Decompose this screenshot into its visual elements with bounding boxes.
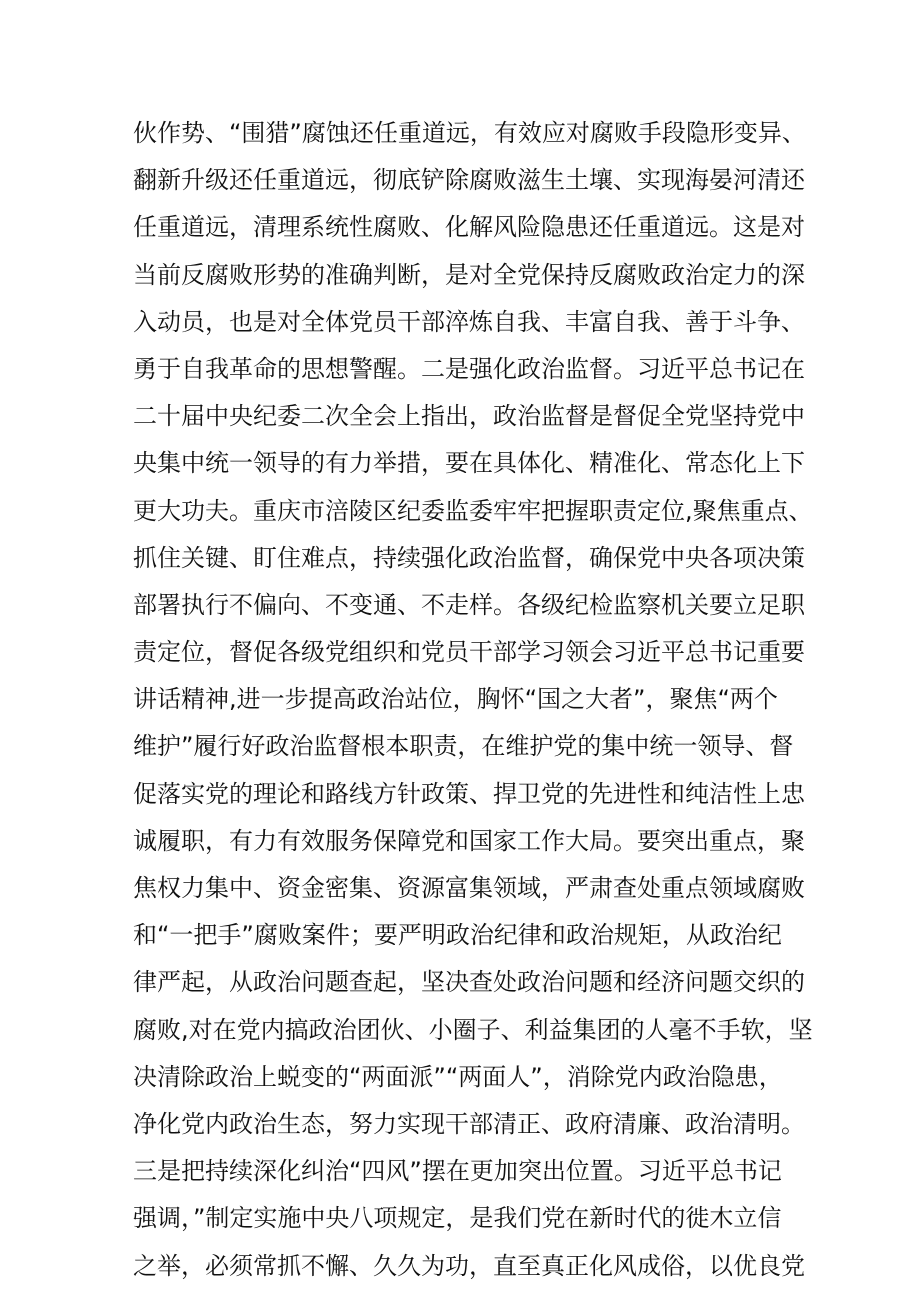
text-line: 之举，必须常抓不懈、久久为功，直至真正化风成俗，以优良党 (133, 1251, 805, 1280)
text-line: 强调，”制定实施中央八项规定，是我们党在新时代的徙木立信 (133, 1204, 782, 1233)
text-line: 勇于自我革命的思想警醒。二是强化政治监督。习近平总书记在 (133, 354, 805, 383)
text-line: 责定位，督促各级党组织和党员干部学习领会习近平总书记重要 (133, 638, 805, 667)
body-paragraph (133, 110, 813, 1290)
text-line: 入动员，也是对全体党员干部淬炼自我、丰富自我、善于斗争、 (133, 307, 805, 336)
text-line: 三是把持续深化纠治“四风”摆在更加突出位置。习近平总书记 (133, 1157, 782, 1186)
text-line: 净化党内政治生态，努力实现干部清正、政府清廉、政治清明。 (133, 1109, 805, 1138)
text-line: 伙作势、“围猎”腐蚀还任重道远，有效应对腐败手段隐形变异、 (133, 119, 806, 147)
text-line: 决清除政治上蜕变的“两面派”“两面人”，消除党内政治隐患， (133, 1062, 783, 1091)
text-line: 抓住关键、盯住难点，持续强化政治监督，确保党中央各项决策 (133, 543, 805, 572)
text-line: 翻新升级还任重道远，彻底铲除腐败滋生土壤、实现海晏河清还 (133, 166, 805, 195)
text-line: 讲话精神,进一步提高政治站位，胸怀“国之大者”，聚焦“两个 (133, 685, 778, 714)
text-line: 焦权力集中、资金密集、资源富集领域，严肃查处重点领域腐败 (133, 874, 805, 902)
text-line: 央集中统一领导的有力举措，要在具体化、精准化、常态化上下 (133, 449, 805, 478)
text-line: 促落实党的理论和路线方针政策、捍卫党的先进性和纯洁性上忠 (133, 779, 805, 808)
text-line: 诚履职，有力有效服务保障党和国家工作大局。要突出重点，聚 (133, 826, 805, 855)
text-line: 腐败,对在党内搞政治团伙、小圈子、利益集团的人毫不手软，坚 (133, 1015, 813, 1044)
text-line: 部署执行不偏向、不变通、不走样。各级纪检监察机关要立足职 (133, 590, 805, 619)
text-line: 律严起，从政治问题查起，坚决查处政治问题和经济问题交织的 (133, 968, 805, 997)
text-line: 维护”履行好政治监督根本职责，在维护党的集中统一领导、督 (133, 732, 794, 761)
text-line: 二十届中央纪委二次全会上指出，政治监督是督促全党坚持党中 (133, 402, 805, 431)
text-line: 任重道远，清理系统性腐败、化解风险隐患还任重道远。这是对 (133, 213, 805, 242)
text-line: 和“一把手”腐败案件；要严明政治纪律和政治规矩，从政治纪 (133, 921, 782, 950)
text-line: 当前反腐败形势的准确判断，是对全党保持反腐败政治定力的深 (133, 260, 805, 289)
text-line: 更大功夫。重庆市涪陵区纪委监委牢牢把握职责定位,聚焦重点、 (133, 496, 813, 525)
